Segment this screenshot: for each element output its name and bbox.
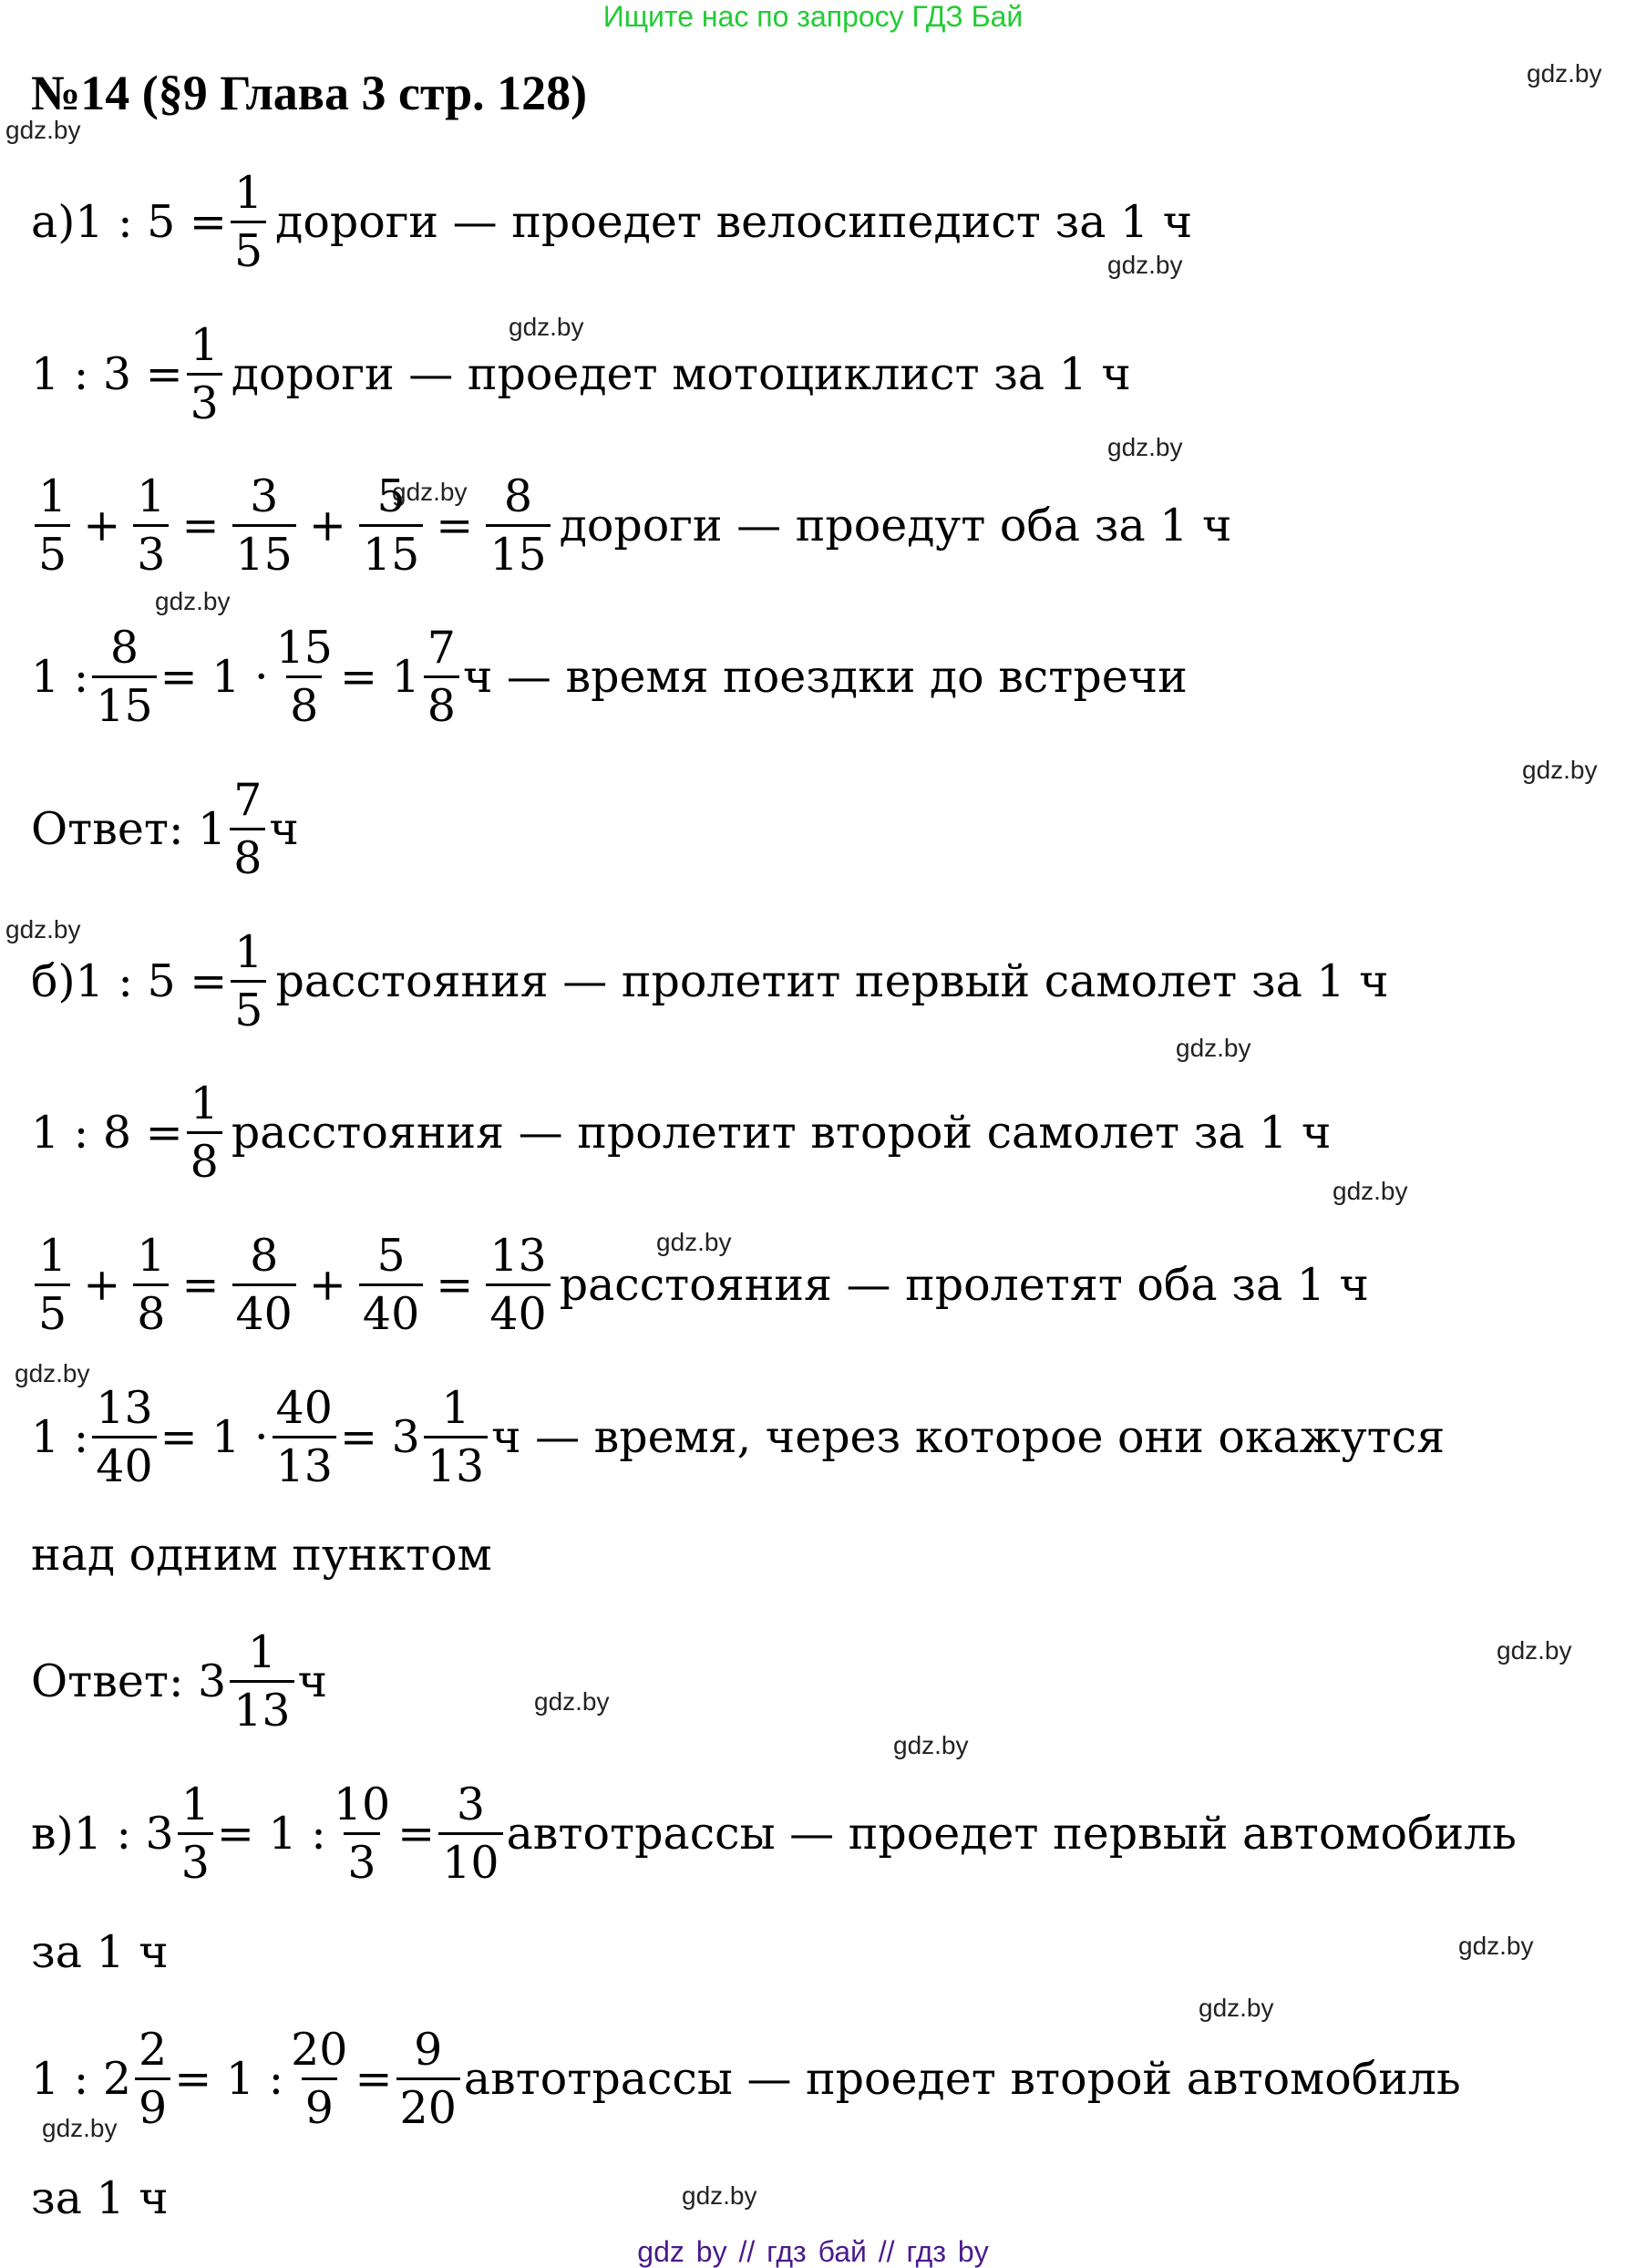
- watermark: gdz.by: [155, 587, 231, 615]
- equation-prefix: а)1 : 5 =: [31, 195, 227, 248]
- solution-line-a3: [31, 457, 1231, 593]
- operator: = 3: [339, 1410, 420, 1463]
- answer-label: Ответ: 1: [31, 802, 227, 855]
- explanation-text: автотрассы — проедет второй автомобиль: [463, 2052, 1461, 2105]
- explanation-text: дороги — проедет мотоциклист за 1 ч: [231, 347, 1131, 400]
- watermark: gdz.by: [534, 1687, 610, 1716]
- answer-unit: ч: [269, 802, 299, 855]
- explanation-text: расстояния — пролетит первый самолет за 1 ч: [275, 954, 1389, 1007]
- explanation-text: дороги — проедут оба за 1 ч: [559, 499, 1232, 552]
- fraction: $\frac{13}{40}$: [486, 1233, 550, 1336]
- watermark: gdz.by: [1176, 1034, 1251, 1062]
- page-title: №14 (§9 Глава 3 стр. 128): [31, 66, 588, 120]
- operator: =: [181, 1258, 220, 1311]
- operator: +: [83, 499, 121, 552]
- answer-a: [31, 760, 299, 897]
- equation-prefix: 1 : 2: [31, 2052, 132, 2105]
- solution-line-c2: за 1 ч: [31, 1926, 169, 1978]
- operator: = 1 :: [174, 2052, 284, 2105]
- explanation-text: автотрассы — проедет первый автомобиль: [506, 1807, 1517, 1860]
- fraction: $\frac{1}{13}$: [424, 1386, 488, 1489]
- watermark: gdz.by: [1199, 1994, 1274, 2022]
- watermark: gdz.by: [893, 1731, 969, 1759]
- solution-line-b3: [31, 1216, 1369, 1353]
- explanation-text: дороги — проедет велосипедист за 1 ч: [275, 195, 1193, 248]
- fraction: $\frac{1}{13}$: [230, 1630, 293, 1733]
- fraction: $\frac{13}{40}$: [92, 1386, 156, 1489]
- watermark: gdz.by: [42, 2114, 118, 2142]
- fraction: $\frac{8}{15}$: [92, 625, 156, 728]
- solution-line-c3: [31, 2010, 1461, 2147]
- equation-prefix: 1 : 3 =: [31, 347, 183, 400]
- search-banner: Ищите нас по запросу ГДЗ Бай: [602, 0, 1024, 33]
- fraction: $\frac{15}{8}$: [275, 621, 333, 732]
- fraction: $\frac{3}{15}$: [232, 474, 296, 577]
- footer-links: gdz by // гдз бай // гдз by: [637, 2235, 989, 2268]
- solution-line-c4: за 1 ч: [31, 2172, 169, 2224]
- watermark: gdz.by: [1458, 1932, 1534, 1960]
- solution-line-b2: [31, 1064, 1331, 1201]
- operator: = 1 ·: [160, 650, 269, 703]
- watermark: gdz.by: [656, 1228, 732, 1256]
- solution-line-b4: [31, 1368, 1445, 1505]
- fraction: $\frac{40}{13}$: [273, 1386, 336, 1489]
- operator: =: [355, 2052, 393, 2105]
- fraction: $\frac{1}{3}$: [133, 474, 169, 577]
- fraction: $\frac{5}{15}$: [359, 474, 423, 577]
- fraction: $\frac{1}{8}$: [187, 1081, 222, 1184]
- operator: =: [181, 499, 220, 552]
- operator: +: [308, 1258, 346, 1311]
- answer-label: Ответ: 3: [31, 1655, 227, 1707]
- fraction: $\frac{5}{40}$: [359, 1233, 423, 1336]
- watermark: gdz.by: [1522, 756, 1598, 784]
- operator: +: [83, 1258, 121, 1311]
- explanation-text: ч — время поездки до встречи: [462, 650, 1188, 703]
- watermark: gdz.by: [1107, 251, 1183, 279]
- operator: = 1: [339, 650, 420, 703]
- operator: =: [436, 1258, 474, 1311]
- watermark: gdz.by: [682, 2181, 757, 2210]
- watermark: gdz.by: [5, 116, 81, 144]
- watermark: gdz.by: [392, 478, 468, 506]
- fraction: $\frac{1}{8}$: [133, 1233, 169, 1336]
- fraction: $\frac{7}{8}$: [230, 778, 265, 881]
- watermark: gdz.by: [1497, 1636, 1572, 1665]
- fraction: $\frac{1}{5}$: [231, 170, 266, 273]
- fraction: $\frac{10}{3}$: [333, 1778, 391, 1889]
- watermark: gdz.by: [5, 915, 81, 943]
- solution-line-b1: [31, 912, 1389, 1049]
- fraction: $\frac{1}{5}$: [35, 1233, 70, 1336]
- solution-line-a1: [31, 153, 1192, 290]
- fraction: $\frac{9}{20}$: [396, 2027, 460, 2130]
- solution-line-b5: над одним пунктом: [31, 1529, 492, 1581]
- fraction: $\frac{2}{9}$: [135, 2027, 170, 2130]
- answer-unit: ч: [297, 1655, 327, 1707]
- operator: =: [397, 1807, 436, 1860]
- operator: +: [308, 499, 346, 552]
- fraction: $\frac{1}{5}$: [35, 474, 70, 577]
- fraction: $\frac{7}{8}$: [424, 625, 459, 728]
- explanation-text: расстояния — пролетит второй самолет за 1 ч: [231, 1106, 1332, 1159]
- watermark: gdz.by: [15, 1359, 90, 1387]
- solution-line-a4: [31, 608, 1188, 745]
- explanation-text: расстояния — пролетят оба за 1 ч: [559, 1258, 1369, 1311]
- answer-b: [31, 1613, 327, 1749]
- watermark: gdz.by: [1333, 1177, 1408, 1205]
- fraction: $\frac{8}{40}$: [232, 1233, 296, 1336]
- fraction: $\frac{3}{10}$: [438, 1782, 502, 1885]
- fraction: $\frac{20}{9}$: [291, 2023, 348, 2134]
- explanation-text: ч — время, через которое они окажутся: [491, 1410, 1446, 1463]
- fraction: $\frac{1}{3}$: [178, 1782, 213, 1885]
- watermark: gdz.by: [509, 313, 584, 341]
- solution-line-a2: [31, 305, 1131, 442]
- watermark: gdz.by: [1527, 59, 1602, 88]
- equation-prefix: 1 : 8 =: [31, 1106, 183, 1159]
- fraction: $\frac{8}{15}$: [486, 474, 550, 577]
- operator: = 1 :: [216, 1807, 326, 1860]
- equation-prefix: 1 :: [31, 650, 89, 703]
- fraction: $\frac{1}{3}$: [187, 323, 222, 426]
- equation-prefix: в)1 : 3: [31, 1807, 174, 1860]
- equation-prefix: 1 :: [31, 1410, 89, 1463]
- equation-prefix: б)1 : 5 =: [31, 954, 228, 1007]
- fraction: $\frac{1}{5}$: [231, 930, 266, 1033]
- operator: = 1 ·: [160, 1410, 269, 1463]
- solution-line-c1: [31, 1765, 1517, 1902]
- operator: =: [436, 499, 474, 552]
- watermark: gdz.by: [1107, 433, 1183, 461]
